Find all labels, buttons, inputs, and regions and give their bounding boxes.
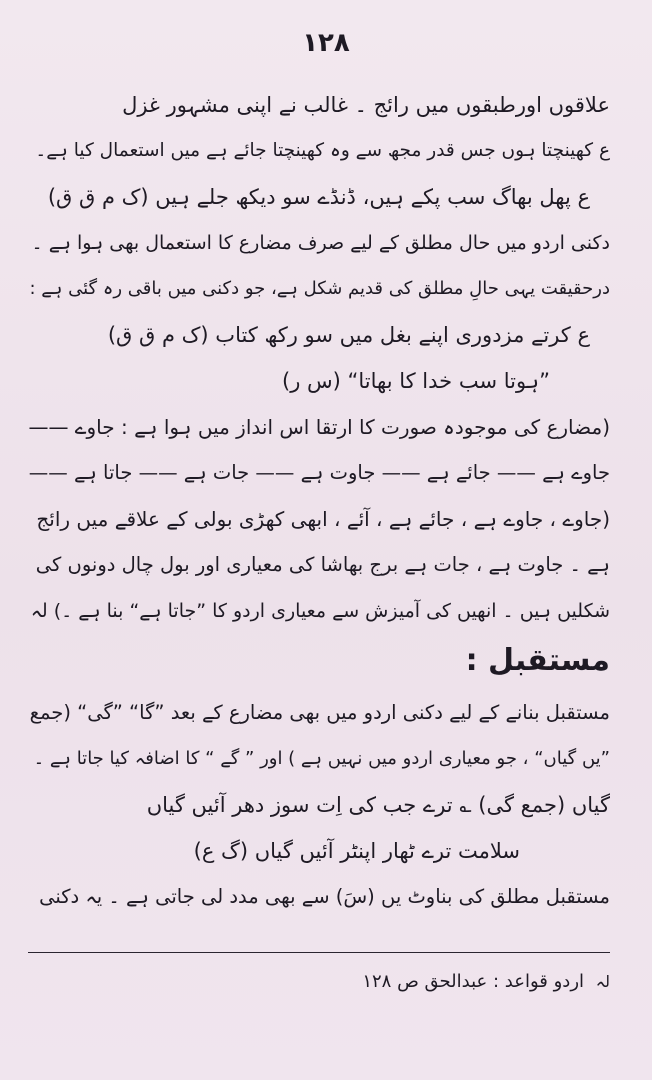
- text-line: ”یں گیاں“ ، جو معیاری اردو میں نہیں ہے ) اور ” گے “ کا اضافہ کیا جاتا ہے ۔: [33, 748, 610, 769]
- verse-line: ع پھل بھاگ سب پکے ہیں، ڈنڈے سو دیکھ جلے ہیں (ک م ق ق): [47, 185, 590, 209]
- text-line: شکلیں ہیں ۔ انھیں کی آمیزش سے معیاری اردو کا ”جاتا ہے“ بنا ہے ۔) لہ: [30, 600, 610, 622]
- verse-line: گیاں (جمع گی) ؎ ترے جب کی اِت سوز دھر آئیں گیاں: [146, 793, 610, 817]
- text-line: ع کھینچتا ہوں جس قدر مجھ سے وہ کھینچتا جائے ہے میں استعمال کیا ہے۔: [35, 140, 610, 161]
- text-line: (مضارع کی موجودہ صورت کا ارتقا اس انداز میں ہوا ہے : جاوے ——: [28, 415, 610, 439]
- text-line: مستقبل مطلق کی بناوٹ یں (سَ) سے بھی مدد لی جاتی ہے ۔ یہ دکنی: [39, 885, 610, 908]
- footnote: [28, 962, 610, 1002]
- verse-line: سلامت ترے ٹھار اپنٹر آئیں گیاں (گ ع): [193, 839, 520, 863]
- section-heading: مستقبل :: [465, 643, 610, 678]
- page-number: ۱۲۸: [302, 28, 350, 58]
- verse-line: ع کرتے مزدوری اپنے بغل میں سو رکھ کتاب (ک م ق ق): [107, 323, 590, 347]
- text-line: جاوے ہے —— جائے ہے —— جاوت ہے —— جات ہے —— جاتا ہے ——: [28, 461, 610, 484]
- text-line: دکنی اردو میں حال مطلق کے لیے صرف مضارع کا استعمال بھی ہوا ہے ۔: [31, 232, 610, 254]
- verse-line: ”ہوتا سب خدا کا بھاتا“ (س ر): [282, 369, 550, 393]
- text-line: (جاوے ، جاوے ہے ، جائے ہے ، آئے ، ابھی کھڑی بولی کے علاقے میں رائج: [36, 507, 610, 531]
- footnote-rule: [28, 952, 610, 953]
- text-line: ہے ۔ جاوت ہے ، جات ہے برج بھاشا کی معیاری اور بول چال دونوں کی: [35, 553, 610, 576]
- text-line: مستقبل بنانے کے لیے دکنی اردو میں بھی مضارع کے بعد ”گا“ ”گی“ (جمع: [29, 701, 610, 724]
- footnote-text: اردو قواعد : عبدالحق ص ۱۲۸: [362, 971, 585, 992]
- text-line: درحقیقت یہی حالِ مطلق کی قدیم شکل ہے، جو دکنی میں باقی رہ گئی ہے :: [29, 278, 610, 299]
- text-line: علاقوں اورطبقوں میں رائج ۔ غالب نے اپنی مشہور غزل: [122, 93, 610, 117]
- footnote-mark: لہ: [595, 972, 610, 991]
